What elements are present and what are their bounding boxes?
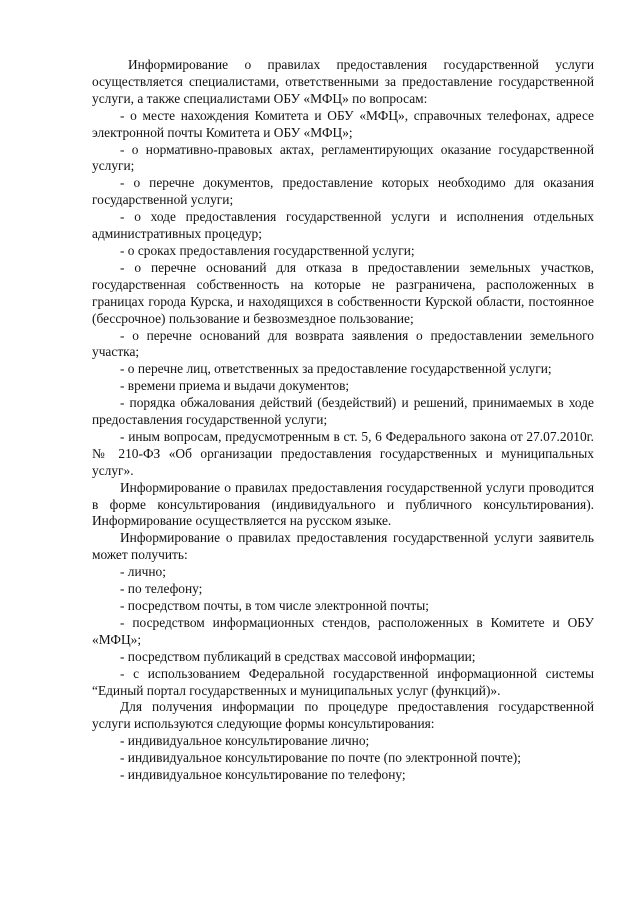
topic-item-other-questions: - иным вопросам, предусмотренным в ст. 5, 6 Федерального закона от 27.07.2010г. № 210-ФЗ «Об организации предоставления государственных и муниципальных услуг».: [92, 428, 594, 478]
topic-item-responsible-persons: - о перечне лиц, ответственных за предоставление государственной услуги;: [120, 361, 552, 377]
consult-forms-paragraph: Для получения информации по процедуре предоставления государственной услуги используются следующие формы консультирования:: [92, 699, 594, 732]
topic-item-progress: - о ходе предоставления государственной услуги и исполнения отдельных административных процедур;: [92, 209, 594, 242]
way-item-stands: - посредством информационных стендов, расположенных в Комитете и ОБУ «МФЦ»;: [92, 614, 594, 647]
consult-item-in-person: - индивидуальное консультирование лично;: [120, 733, 370, 749]
topic-item-legal-acts: - о нормативно-правовых актах, регламентирующих оказание государственной услуги;: [92, 141, 594, 174]
topic-item-documents: - о перечне документов, предоставление которых необходимо для оказания государственной услуги;: [92, 175, 594, 208]
form-paragraph: Информирование о правилах предоставления государственной услуги проводится в форме консультирования (индивидуального и публичного консультирования). Информирование осуществляется на русском языке.: [92, 479, 594, 529]
topic-item-deadlines: - о сроках предоставления государственной услуги;: [120, 242, 415, 258]
way-item-in-person: - лично;: [120, 564, 166, 580]
topic-item-return-grounds: - о перечне оснований для возврата заявления о предоставлении земельного участка;: [92, 327, 594, 360]
consult-item-phone: - индивидуальное консультирование по телефону;: [120, 767, 406, 783]
topic-item-reception-time: - времени приема и выдачи документов;: [120, 378, 350, 394]
document-page: [92, 57, 594, 784]
ways-intro-paragraph: Информирование о правилах предоставления государственной услуги заявитель может получить:: [92, 530, 594, 563]
topic-item-refusal-grounds: - о перечне оснований для отказа в предоставлении земельных участков, государственная собственность на которые не разграничена, расположенных в границах города Курска, и находящихся в собственности Курской области, постоянное (бессрочное) пользование и безвозмездное пользование;: [92, 259, 594, 326]
topic-item-location: - о месте нахождения Комитета и ОБУ «МФЦ», справочных телефонах, адресе электронной почты Комитета и ОБУ «МФЦ»;: [92, 107, 594, 140]
way-item-portal: - с использованием Федеральной государственной информационной системы “Единый портал государственных и муниципальных услуг (функций)».: [92, 665, 594, 698]
way-item-phone: - по телефону;: [120, 581, 203, 597]
intro-paragraph: Информирование о правилах предоставления государственной услуги осуществляется специалистами, ответственными за предоставление государственной услуги, а также специалистами ОБУ «МФЦ» по вопросам:: [92, 57, 594, 106]
way-item-mail: - посредством почты, в том числе электронной почты;: [120, 598, 429, 613]
consult-item-mail: - индивидуальное консультирование по почте (по электронной почте);: [120, 750, 521, 766]
way-item-media: - посредством публикаций в средствах массовой информации;: [120, 648, 476, 664]
topic-item-appeal-procedure: - порядка обжалования действий (бездействий) и решений, принимаемых в ходе предоставления государственной услуги;: [92, 395, 594, 428]
